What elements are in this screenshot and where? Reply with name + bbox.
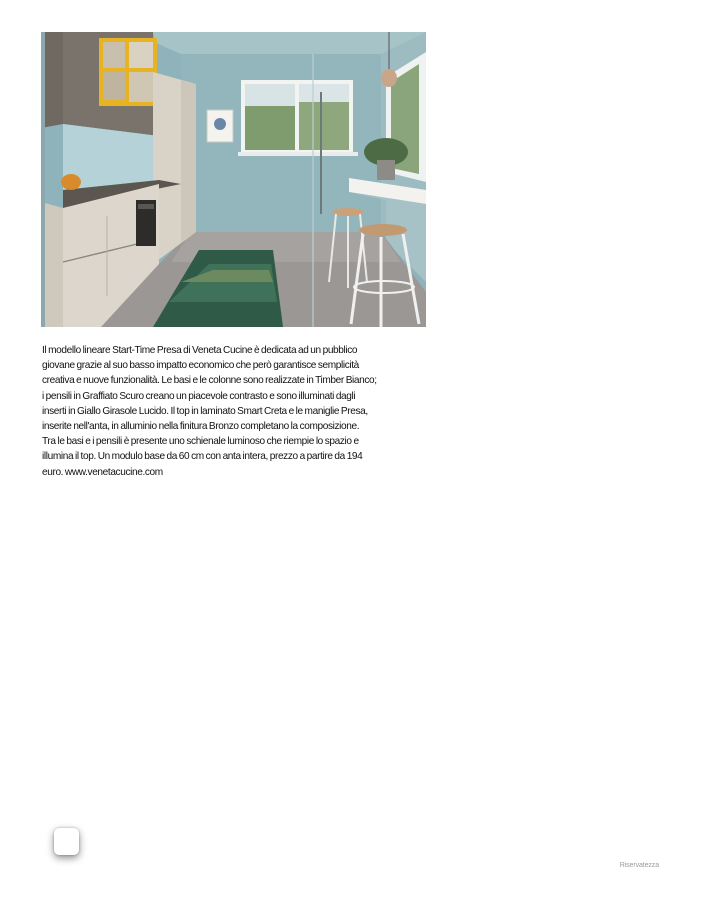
caption-line: inserti in Giallo Girasole Lucido. Il top in laminato Smart Creta e le maniglie Presa,: [42, 405, 368, 417]
floating-widget-button[interactable]: [54, 828, 79, 855]
caption-line: i pensili in Graffiato Scuro creano un piacevole contrasto e sono illuminati dagli: [42, 390, 356, 402]
caption-line: giovane grazie al suo basso impatto economico che però garantisce semplicità: [42, 360, 359, 372]
kitchen-photo: [41, 32, 426, 327]
caption-line: illumina il top. Un modulo base da 60 cm con anta intera, prezzo a partire da 194: [42, 451, 363, 463]
article-caption: [42, 343, 426, 480]
caption-line: inserite nell'anta, in alluminio nella finitura Bronzo completano la composizione.: [42, 421, 360, 433]
caption-line: Tra le basi e i pensili è presente uno schienale luminoso che riempie lo spazio e: [42, 436, 359, 448]
caption-line: Il modello lineare Start-Time Presa di Veneta Cucine è dedicata ad un pubblico: [42, 345, 358, 356]
privacy-link[interactable]: Riservatezza: [619, 862, 659, 869]
caption-line: euro. www.venetacucine.com: [42, 466, 163, 478]
caption-line: creativa e nuove funzionalità. Le basi e le colonne sono realizzate in Timber Bianco;: [42, 375, 377, 387]
